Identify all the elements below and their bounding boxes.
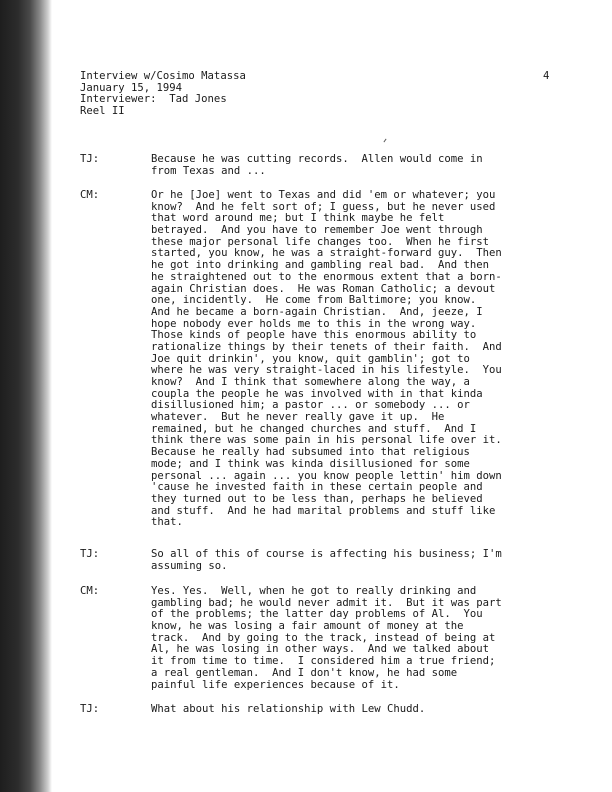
speech-line: Those kinds of people have this enormous ability to xyxy=(151,329,477,342)
speech-line: know, he was losing a fair amount of money at the xyxy=(151,620,464,633)
speech-line: Joe quit drinkin', you know, quit gamblin'; got to xyxy=(151,352,470,365)
speech-text xyxy=(151,190,556,529)
speech-line: And he became a born-again Christian. And, jeeze, I xyxy=(151,305,483,318)
speech-line: of the problems; the latter day problems of Al. You xyxy=(151,608,483,621)
speech-line: coupla the people he was involved with in that kinda xyxy=(151,387,483,400)
speech-line: betrayed. And you have to remember Joe went through xyxy=(151,224,483,237)
speech-line: painful life experiences because of it. xyxy=(151,678,400,691)
speech-line: think there was some pain in his personal life over it. xyxy=(151,434,502,447)
speech-line: again Christian does. He was Roman Catholic; a devout xyxy=(151,282,496,295)
speaker-label: CM: xyxy=(80,189,100,201)
speech-line: from Texas and ... xyxy=(151,164,266,177)
speech-line: Or he [Joe] went to Texas and did 'em or whatever; you xyxy=(151,189,496,201)
interview-date: January 15, 1994 xyxy=(80,81,183,94)
speech-text xyxy=(151,704,556,716)
speech-line: he straightened out to the enormous extent that a born- xyxy=(151,270,502,283)
page-number: 4 xyxy=(543,70,550,82)
speech-line: disillusioned him; a pastor ... or somebody ... or xyxy=(151,399,470,412)
speech-line: personal ... again ... you know people lettin' him down xyxy=(151,469,502,482)
speech-text xyxy=(151,586,556,691)
pen-mark xyxy=(383,139,386,143)
speech-line: these major personal life changes too. When he first xyxy=(151,235,490,248)
speech-line: a real gentleman. And I don't know, he had some xyxy=(151,666,458,679)
transcript-header xyxy=(80,71,560,118)
speech-line: hope nobody ever holds me to this in the wrong way. xyxy=(151,317,477,330)
speech-line: he got into drinking and gambling real bad. And then xyxy=(151,259,490,272)
speech-line: What about his relationship with Lew Chudd. xyxy=(151,703,426,715)
speaker-label: TJ: xyxy=(80,548,100,560)
speech-line: Al, he was losing in other ways. And we talked about xyxy=(151,643,490,656)
speech-line: that word around me; but I think maybe he felt xyxy=(151,212,445,225)
speech-text xyxy=(151,154,556,177)
speech-line: 'cause he invested faith in these certain people and xyxy=(151,481,483,494)
speech-line: and stuff. And he had marital problems and stuff like xyxy=(151,504,496,517)
speech-line: it from time to time. I considered him a true friend; xyxy=(151,655,496,668)
speech-line: Because he really had subsumed into that religious xyxy=(151,446,470,459)
speaker-label: TJ: xyxy=(80,703,100,715)
speech-line: remained, but he changed churches and stuff. And I xyxy=(151,422,477,435)
speech-line: gambling bad; he would never admit it. But it was part xyxy=(151,596,502,609)
interviewer-line: Interviewer: Tad Jones xyxy=(80,93,227,106)
speech-line: know? And I think that somewhere along the way, a xyxy=(151,376,470,388)
speech-line: started, you know, he was a straight-forward guy. Then xyxy=(151,247,502,260)
interview-title: Interview w/Cosimo Matassa xyxy=(80,70,246,82)
speaker-label: TJ: xyxy=(80,153,100,165)
speech-line: mode; and I think was kinda disillusioned for some xyxy=(151,457,470,470)
speech-text xyxy=(151,549,556,572)
speech-line: they turned out to be less than, perhaps he believed xyxy=(151,492,483,505)
speech-line: So all of this of course is affecting his business; I'm xyxy=(151,548,502,560)
speech-line: whatever. But he never really gave it up. He xyxy=(151,411,445,424)
speech-line: one, incidently. He come from Baltimore; you know. xyxy=(151,294,477,307)
reel-label: Reel II xyxy=(80,105,125,118)
speech-line: Because he was cutting records. Allen would come in xyxy=(151,153,483,165)
speech-line: assuming so. xyxy=(151,559,228,572)
speaker-label: CM: xyxy=(80,585,100,597)
speech-line: Yes. Yes. Well, when he got to really drinking and xyxy=(151,585,477,597)
speech-line: that. xyxy=(151,516,183,529)
speech-line: know? And he felt sort of; I guess, but he never used xyxy=(151,200,496,213)
speech-line: where he was very straight-laced in his lifestyle. You xyxy=(151,364,502,377)
speech-line: rationalize things by their tenets of their faith. And xyxy=(151,340,502,353)
speech-line: track. And by going to the track, instead of being at xyxy=(151,631,496,644)
